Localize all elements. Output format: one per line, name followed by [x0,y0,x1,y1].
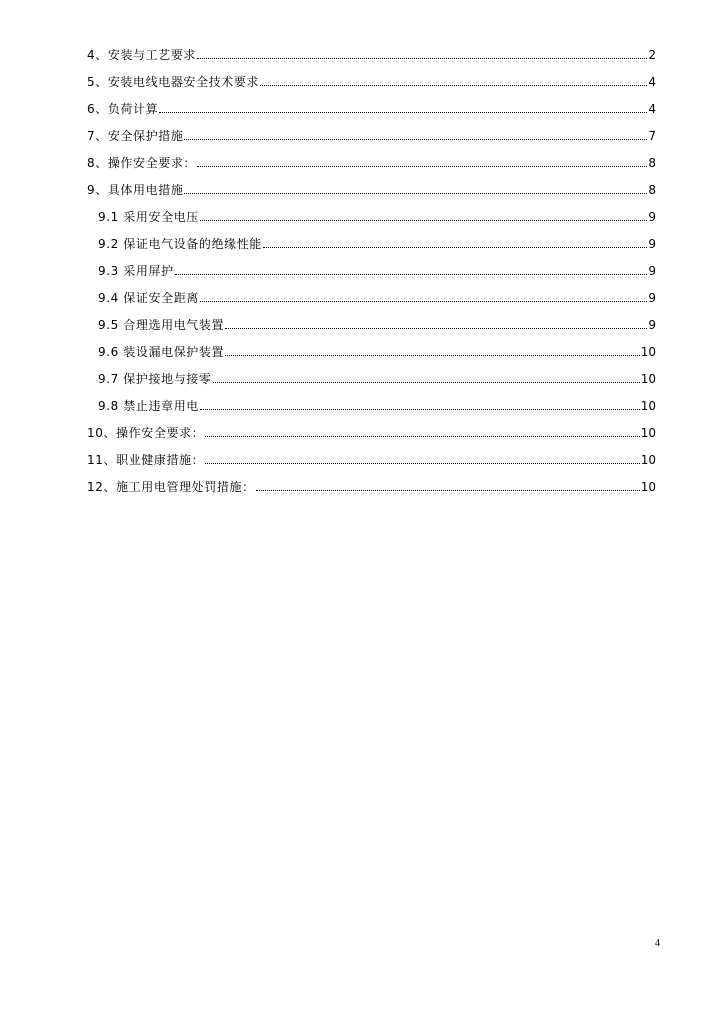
toc-entry-title: 9.2 保证电气设备的绝缘性能 [98,236,262,251]
toc-entry-page: 9 [648,236,656,251]
toc-leader-dots [256,476,640,491]
toc-leader-dots [260,71,647,86]
toc-entry-title: 10、操作安全要求： [87,425,205,440]
toc-entry-title: 9.7 保护接地与接零 [98,371,212,386]
toc-entry-10[interactable] [0,419,724,446]
toc-entry-title: 9.4 保证安全距离 [98,290,199,305]
toc-leader-dots [205,422,639,437]
toc-entry-page: 10 [640,344,656,359]
toc-entry-9-5[interactable] [0,311,724,338]
toc-entry-9[interactable] [0,176,724,203]
toc-entry-9-1[interactable] [0,203,724,230]
toc-entry-title: 9.5 合理选用电气装置 [98,317,225,332]
toc-entry-page: 10 [640,398,656,413]
toc-leader-dots [200,287,647,302]
toc-entry-9-3[interactable] [0,257,724,284]
toc-leader-dots [159,98,647,113]
toc-entry-page: 10 [640,479,656,494]
toc-entry-title: 8、操作安全要求： [87,155,197,170]
toc-entry-page: 10 [640,371,656,386]
toc-entry-title: 9.6 装设漏电保护装置 [98,344,225,359]
toc-entry-page: 4 [648,101,656,116]
toc-entry-5[interactable] [0,68,724,95]
toc-entry-page: 7 [648,128,656,143]
page-number: 4 [655,938,660,949]
toc-entry-title: 9.3 采用屏护 [98,263,174,278]
toc-entry-title: 9.1 采用安全电压 [98,209,199,224]
toc-entry-9-8[interactable] [0,392,724,419]
toc-leader-dots [197,44,647,59]
toc-leader-dots [197,152,647,167]
toc-entry-9-4[interactable] [0,284,724,311]
toc-entry-8[interactable] [0,149,724,176]
toc-entry-4[interactable] [0,41,724,68]
toc-entry-page: 9 [648,263,656,278]
toc-entry-title: 4、安装与工艺要求 [87,47,197,62]
toc-entry-page: 2 [648,47,656,62]
toc-entry-title: 11、职业健康措施： [87,452,205,467]
toc-leader-dots [200,395,640,410]
toc-entry-12[interactable] [0,473,724,500]
toc-leader-dots [213,368,640,383]
toc-entry-page: 10 [640,425,656,440]
toc-leader-dots [263,233,647,248]
toc-entry-9-7[interactable] [0,365,724,392]
toc-entry-11[interactable] [0,446,724,473]
toc-entry-7[interactable] [0,122,724,149]
toc-leader-dots [225,314,647,329]
toc-leader-dots [225,341,640,356]
toc-entry-page: 9 [648,290,656,305]
toc-entry-page: 4 [648,74,656,89]
toc-entry-page: 9 [648,209,656,224]
toc-entry-page: 10 [640,452,656,467]
toc-entry-page: 8 [648,155,656,170]
toc-entry-title: 12、施工用电管理处罚措施： [87,479,255,494]
toc-entry-title: 9.8 禁止违章用电 [98,398,199,413]
toc-leader-dots [175,260,648,275]
toc-entry-9-6[interactable] [0,338,724,365]
toc-entry-page: 8 [648,182,656,197]
toc-entry-9-2[interactable] [0,230,724,257]
toc-entry-6[interactable] [0,95,724,122]
toc-entry-title: 6、负荷计算 [87,101,159,116]
toc-leader-dots [205,449,639,464]
toc-entry-title: 5、安装电线电器安全技术要求 [87,74,260,89]
toc-entry-page: 9 [648,317,656,332]
toc-leader-dots [184,179,647,194]
toc-leader-dots [184,125,647,140]
toc-entry-title: 7、安全保护措施 [87,128,184,143]
table-of-contents [0,41,724,500]
toc-leader-dots [200,206,647,221]
toc-entry-title: 9、具体用电措施 [87,182,184,197]
